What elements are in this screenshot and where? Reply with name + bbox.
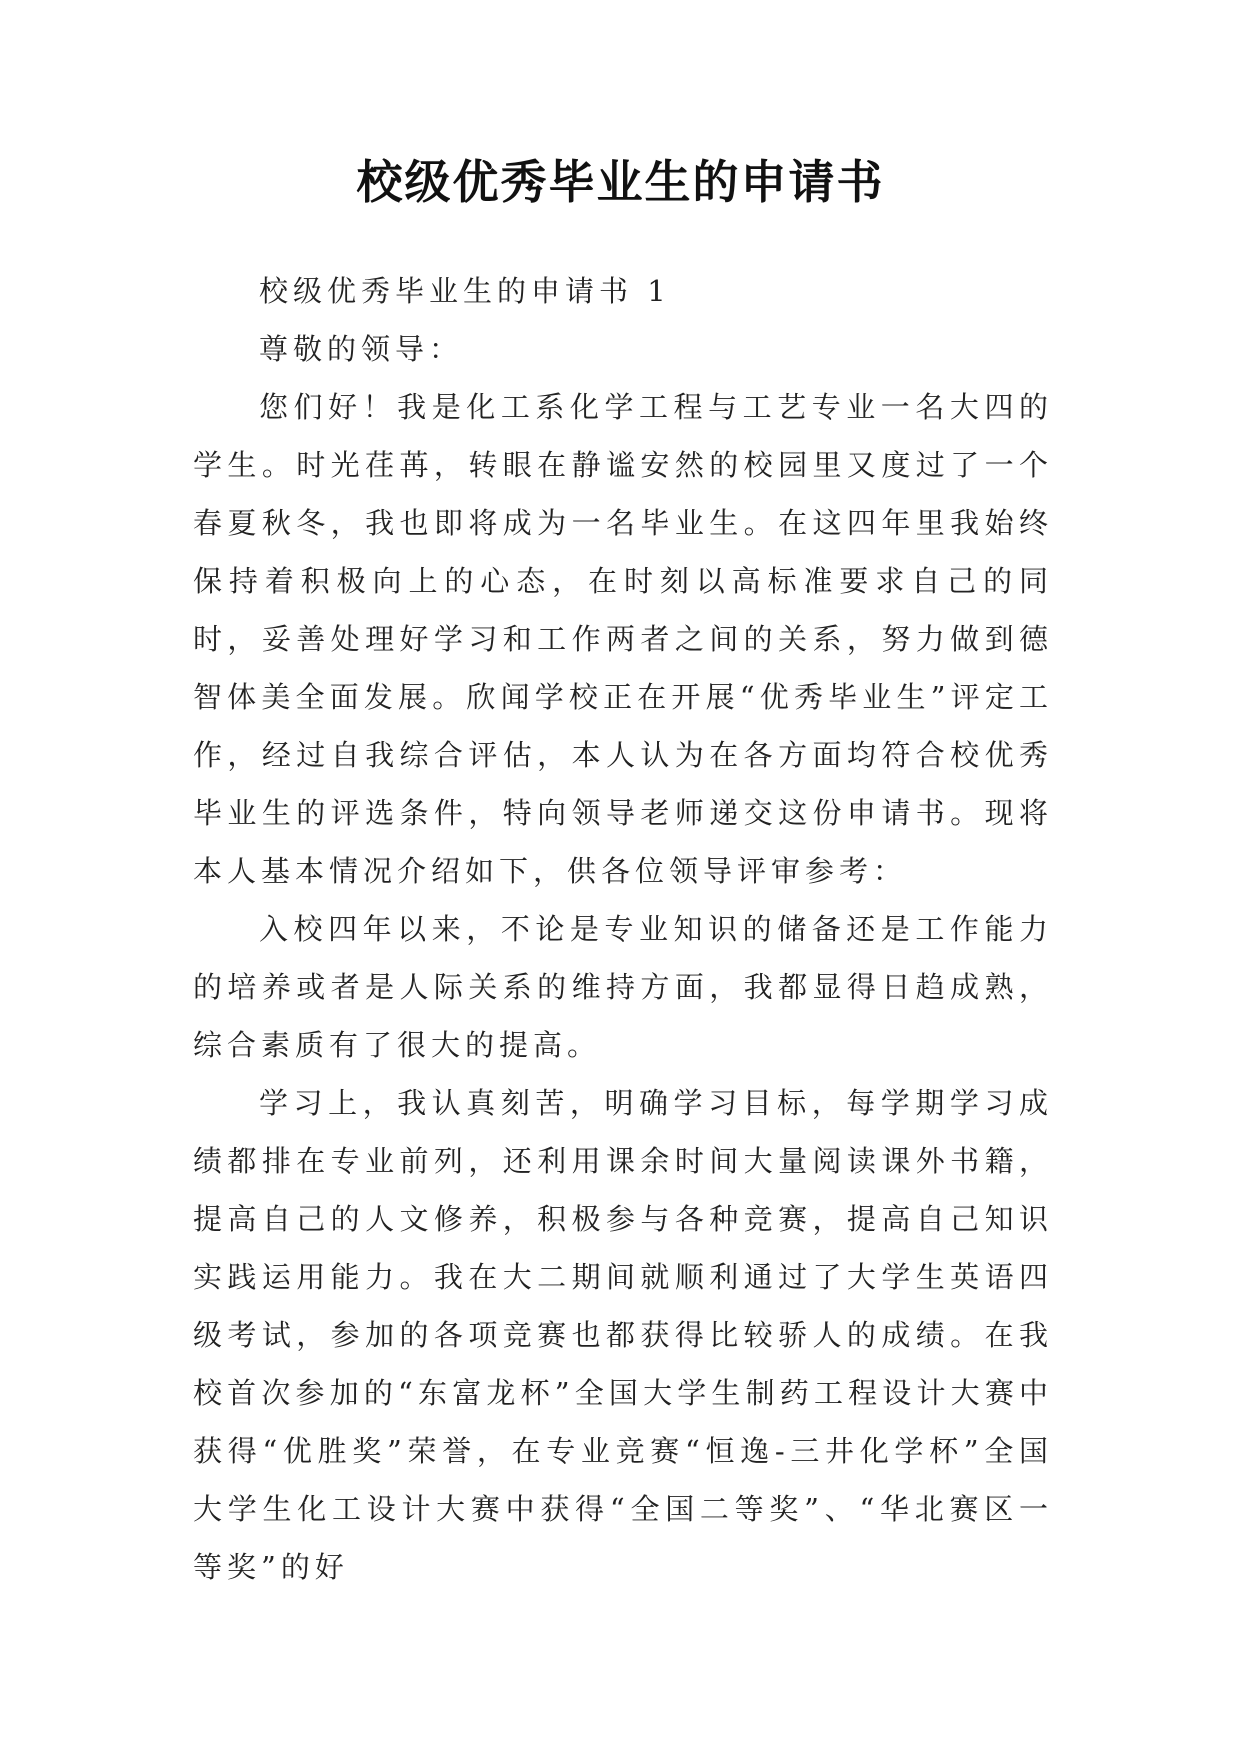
document-body <box>193 262 1053 1596</box>
body-paragraph: 入校四年以来，不论是专业知识的储备还是工作能力的培养或者是人际关系的维持方面，我都显得日趋成熟，综合素质有了很大的提高。 <box>193 912 1053 1062</box>
body-paragraph: 学习上，我认真刻苦，明确学习目标，每学期学习成绩都排在专业前列，还利用课余时间大量阅读课外书籍，提高自己的人文修养，积极参与各种竞赛，提高自己知识实践运用能力。我在大二期间就顺利通过了大学生英语四级考试，参加的各项竞赛也都获得比较骄人的成绩。在我校首次参加的“东富龙杯”全国大学生制药工程设计大赛中获得“优胜奖”荣誉，在专业竞赛“恒逸-三井化学杯”全国大学生化工设计大赛中获得“全国二等奖”、“华北赛区一等奖”的好 <box>193 1086 1053 1584</box>
document-title: 校级优秀毕业生的申请书 <box>356 155 885 209</box>
section-heading: 校级优秀毕业生的申请书 1 <box>259 274 671 308</box>
body-paragraph: 您们好！我是化工系化学工程与工艺专业一名大四的学生。时光荏苒，转眼在静谧安然的校园里又度过了一个春夏秋冬，我也即将成为一名毕业生。在这四年里我始终保持着积极向上的心态，在时刻以高标准要求自己的同时，妥善处理好学习和工作两者之间的关系，努力做到德智体美全面发展。欣闻学校正在开展“优秀毕业生”评定工作，经过自我综合评估，本人认为在各方面均符合校优秀毕业生的评选条件，特向领导老师递交这份申请书。现将本人基本情况介绍如下，供各位领导评审参考： <box>193 390 1053 888</box>
salutation: 尊敬的领导： <box>259 332 464 366</box>
